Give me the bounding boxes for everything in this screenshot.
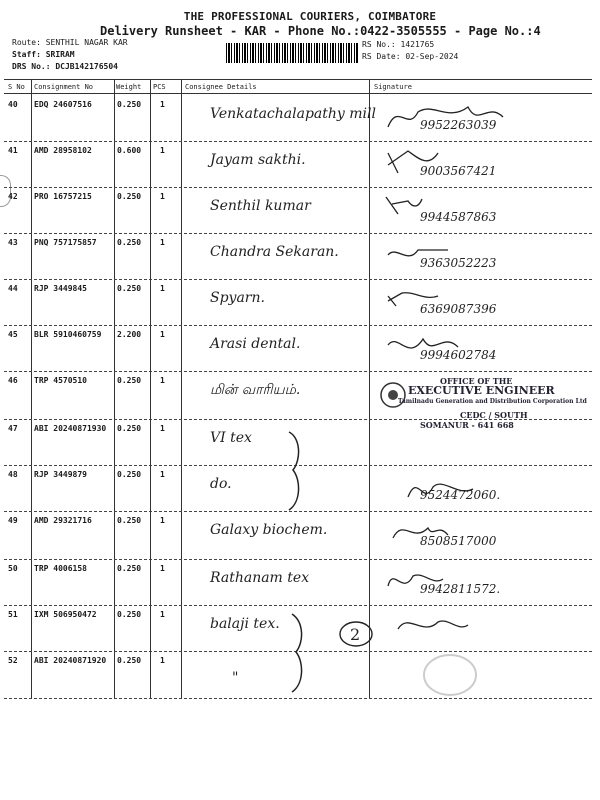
row-divider xyxy=(4,605,592,606)
row-phone-note: 9942811572. xyxy=(420,582,501,596)
stamp-line-4: CEDC / SOUTH xyxy=(460,410,528,420)
row-weight: 0.250 xyxy=(117,470,142,479)
row-phone-note: 9524472060. xyxy=(420,488,501,502)
row-pcs: 1 xyxy=(160,284,165,293)
row-consignee: Arasi dental. xyxy=(210,336,301,352)
row-sno: 44 xyxy=(8,284,18,293)
row-sno: 52 xyxy=(8,656,18,665)
drs-number: DRS No.: DCJB142176504 xyxy=(12,62,118,71)
row-consignment-no: ABI 20240871920 xyxy=(34,656,107,665)
row-consignment-no: IXM 506950472 xyxy=(34,610,97,619)
row-sno: 43 xyxy=(8,238,18,247)
stamp-line-3: Tamilnadu Generation and Distribution Corporation Ltd xyxy=(398,398,587,405)
row-sno: 45 xyxy=(8,330,18,339)
col-signature: Signature xyxy=(374,83,412,91)
row-divider xyxy=(4,559,592,560)
stamp-line-1: OFFICE OF THE xyxy=(440,376,513,386)
row-weight: 0.250 xyxy=(117,238,142,247)
row-consignee: " xyxy=(232,670,239,686)
runsheet-title: Delivery Runsheet - KAR - Phone No.:0422-3505555 - Page No.:4 xyxy=(100,24,541,38)
row-consignee: Senthil kumar xyxy=(210,198,311,214)
row-sno: 40 xyxy=(8,100,18,109)
table-top-rule xyxy=(4,79,592,80)
page-edge-mark xyxy=(0,175,11,207)
row-divider xyxy=(4,279,592,280)
row-sno: 49 xyxy=(8,516,18,525)
row-consignment-no: TRP 4570510 xyxy=(34,376,87,385)
row-phone-note: 9944587863 xyxy=(420,210,497,224)
row-pcs: 1 xyxy=(160,424,165,433)
row-consignment-no: PRO 16757215 xyxy=(34,192,92,201)
row-weight: 2.200 xyxy=(117,330,142,339)
col-weight: Weight xyxy=(116,83,142,91)
circled-number: 2 xyxy=(350,625,361,644)
row-consignee: மின் வாரியம். xyxy=(210,382,301,398)
row-consignee: Jayam sakthi. xyxy=(210,152,306,168)
row-consignee: do. xyxy=(210,476,232,492)
row-divider xyxy=(4,187,592,188)
row-divider xyxy=(4,141,592,142)
row-consignee: Venkatachalapathy mill xyxy=(210,106,376,122)
row-weight: 0.250 xyxy=(117,284,142,293)
row-sno: 42 xyxy=(8,192,18,201)
row-weight: 0.250 xyxy=(117,564,142,573)
row-pcs: 1 xyxy=(160,100,165,109)
col-consignee: Consignee Details xyxy=(185,83,257,91)
row-pcs: 1 xyxy=(160,238,165,247)
col-consignment: Consignment No xyxy=(34,83,94,91)
row-consignee: VI tex xyxy=(210,430,252,446)
row-consignee: Galaxy biochem. xyxy=(210,522,328,538)
row-sno: 47 xyxy=(8,424,18,433)
row-pcs: 1 xyxy=(160,656,165,665)
row-weight: 0.250 xyxy=(117,192,142,201)
row-sno: 41 xyxy=(8,146,18,155)
row-phone-note: 9363052223 xyxy=(420,256,497,270)
row-consignee: Spyarn. xyxy=(210,290,265,306)
row-pcs: 1 xyxy=(160,470,165,479)
row-phone-note: 6369087396 xyxy=(420,302,497,316)
row-consignment-no: BLR 5910460759 xyxy=(34,330,102,339)
emblem-icon xyxy=(378,380,408,410)
row-weight: 0.600 xyxy=(117,146,142,155)
row-pcs: 1 xyxy=(160,610,165,619)
row-pcs: 1 xyxy=(160,376,165,385)
row-consignment-no: AMD 28958102 xyxy=(34,146,92,155)
row-consignment-no: RJP 3449879 xyxy=(34,470,87,479)
row-divider xyxy=(4,698,592,699)
row-pcs: 1 xyxy=(160,516,165,525)
row-sno: 50 xyxy=(8,564,18,573)
table-header-rule xyxy=(4,93,592,94)
row-phone-note: 8508517000 xyxy=(420,534,497,548)
row-weight: 0.250 xyxy=(117,656,142,665)
row-weight: 0.250 xyxy=(117,424,142,433)
stamp-line-2: EXECUTIVE ENGINEER xyxy=(408,384,555,397)
col-pcs: PCS xyxy=(153,83,166,91)
row-consignment-no: RJP 3449845 xyxy=(34,284,87,293)
route-label: Route: SENTHIL NAGAR KAR xyxy=(12,38,128,47)
row-weight: 0.250 xyxy=(117,376,142,385)
row-phone-note: 9994602784 xyxy=(420,348,497,362)
row-sno: 46 xyxy=(8,376,18,385)
row-phone-note: 9952263039 xyxy=(420,118,497,132)
row-consignee: Chandra Sekaran. xyxy=(210,244,339,260)
row-consignee: Rathanam tex xyxy=(210,570,310,586)
barcode xyxy=(226,43,358,63)
bracket-mark-2 xyxy=(288,612,310,694)
row-consignee: balaji tex. xyxy=(210,616,280,632)
row-consignment-no: TRP 4006158 xyxy=(34,564,87,573)
circled-annotation xyxy=(338,620,374,648)
company-name: THE PROFESSIONAL COURIERS, COIMBATORE xyxy=(183,10,437,23)
rs-date: RS Date: 02-Sep-2024 xyxy=(362,52,459,61)
bracket-mark-1 xyxy=(285,430,307,512)
row-divider xyxy=(4,325,592,326)
col-sno: S No xyxy=(8,83,25,91)
row-consignment-no: EDQ 24607516 xyxy=(34,100,92,109)
staff-label: Staff: SRIRAM xyxy=(12,50,75,59)
row-divider xyxy=(4,233,592,234)
row-pcs: 1 xyxy=(160,330,165,339)
row-weight: 0.250 xyxy=(117,610,142,619)
row-pcs: 1 xyxy=(160,564,165,573)
row-sno: 51 xyxy=(8,610,18,619)
row-weight: 0.250 xyxy=(117,516,142,525)
row-consignment-no: AMD 29321716 xyxy=(34,516,92,525)
row-sno: 48 xyxy=(8,470,18,479)
official-stamp xyxy=(378,378,588,440)
row-consignment-no: ABI 20240871930 xyxy=(34,424,107,433)
row-consignment-no: PNQ 757175857 xyxy=(34,238,97,247)
row-pcs: 1 xyxy=(160,192,165,201)
rs-number: RS No.: 1421765 xyxy=(362,40,435,49)
signature-scribble xyxy=(378,607,508,647)
row-pcs: 1 xyxy=(160,146,165,155)
row-divider xyxy=(4,371,592,372)
faint-seal xyxy=(420,650,480,700)
row-phone-note: 9003567421 xyxy=(420,164,497,178)
row-weight: 0.250 xyxy=(117,100,142,109)
stamp-line-5: SOMANUR - 641 668 xyxy=(420,420,514,430)
